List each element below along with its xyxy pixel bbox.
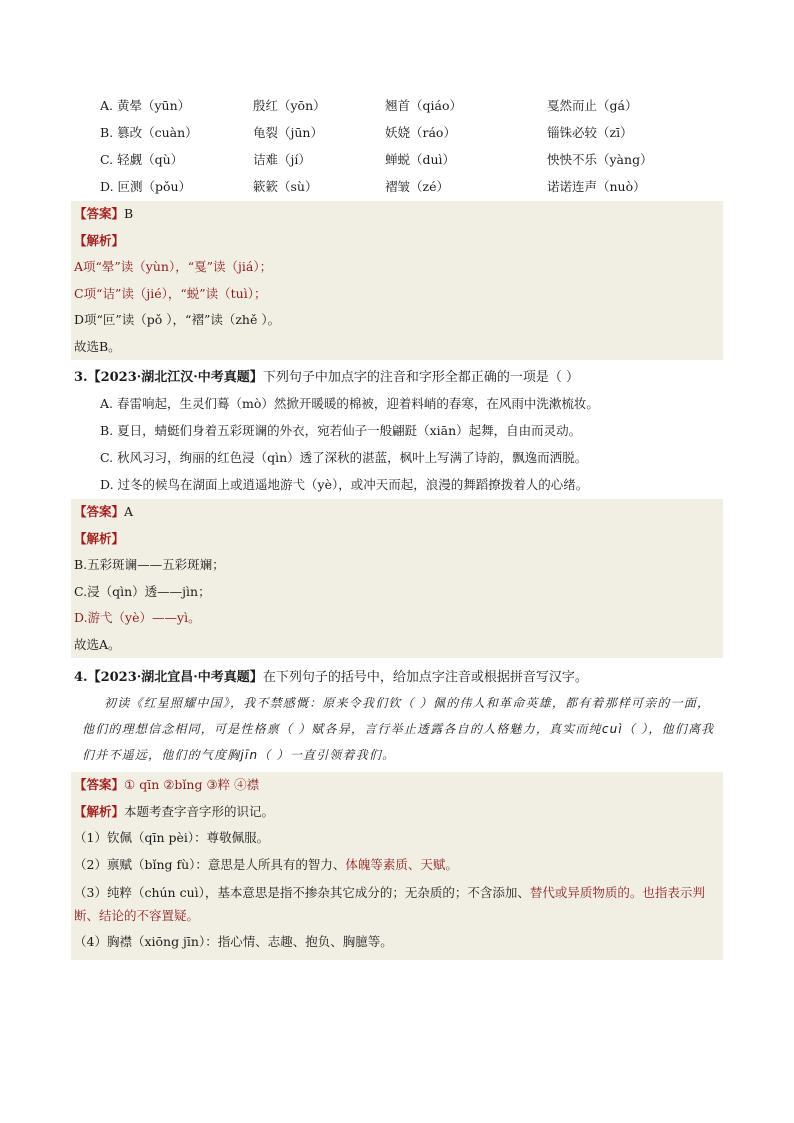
analysis-label-line bbox=[71, 526, 723, 553]
item-head: （1）钦佩（qīn pèi）： bbox=[74, 830, 207, 845]
answer-label: 【答案】 bbox=[74, 777, 125, 792]
analysis-line: 故选A。 bbox=[74, 636, 121, 652]
option-cell: 诺诺连声（nuò） bbox=[547, 179, 646, 194]
analysis-item bbox=[71, 825, 723, 852]
analysis-item bbox=[71, 852, 723, 879]
item-red: 替代或异质物质的。也指表示判断、结论的不容置疑。 bbox=[74, 885, 705, 923]
q3-answer-block bbox=[71, 499, 723, 658]
analysis-item bbox=[71, 929, 723, 960]
q3-source: 【2023·湖北江汉·中考真题】 bbox=[87, 370, 263, 385]
option-cell: 妖娆（ráo） bbox=[385, 125, 456, 140]
option-cell: 锱铢必较（zī） bbox=[547, 125, 633, 140]
item-body: 基本意思是指不掺杂其它成分的；无杂质的；不含添加、 bbox=[217, 885, 530, 900]
analysis-label: 【解析】 bbox=[74, 232, 125, 248]
analysis-line: D项“叵”读（pǒ ），“褶”读（zhě ）。 bbox=[74, 312, 281, 327]
option-cell: 怏怏不乐（yàng） bbox=[547, 152, 653, 167]
analysis-label-line bbox=[71, 228, 723, 255]
answer-line bbox=[71, 772, 723, 799]
analysis-line: A项“晕”读（yùn），“戛”读（jiá）； bbox=[74, 259, 273, 274]
item-body: 意思是人所具有的智力、 bbox=[207, 856, 346, 872]
q4-stem: 在下列句子的括号中，给加点字注音或根据拼音写汉字。 bbox=[262, 670, 588, 685]
item-body: 尊敬佩服。 bbox=[206, 830, 270, 845]
q4-source: 【2023·湖北宜昌·中考真题】 bbox=[87, 670, 263, 685]
answer-line bbox=[71, 201, 723, 228]
item-head: （4）胸襟（xiōng jīn）： bbox=[74, 934, 218, 949]
q3-number: 3. bbox=[74, 370, 88, 385]
q4-answer-block bbox=[71, 772, 723, 960]
analysis-label: 【解析】 bbox=[74, 803, 125, 819]
q3-stem: 下列句子中加点字的注音和字形全都正确的一项是（ ） bbox=[262, 370, 579, 385]
answer-label: 【答案】 bbox=[74, 504, 125, 519]
item-body: 指心情、志趣、抱负、胸臆等。 bbox=[217, 934, 393, 949]
analysis-intro-line bbox=[71, 799, 723, 826]
answer-value: B bbox=[124, 206, 134, 221]
analysis-line: 故选B。 bbox=[74, 338, 121, 354]
q4-passage: 初读《红星照耀中国》，我不禁感慨：原来令我们钦（ ）佩的伟人和革命英雄，都有着那样可亲的一面，他们的理想信念相同，可是性格禀（ ）赋各异，言行举止透露各自的人格魅力，真实而纯cuì（ ），他们离我们并不遥远，他们的气度胸jīn（ ）一直引领着我们。 bbox=[82, 696, 715, 762]
option-cell: 殷红（yōn） bbox=[253, 98, 326, 113]
q2-answer-block bbox=[71, 201, 723, 360]
item-head: （2）禀赋（bǐng fù）： bbox=[74, 856, 208, 872]
analysis-line: C.浸（qìn）透——jìn； bbox=[74, 583, 211, 599]
option-cell: 诘难（jí） bbox=[253, 152, 311, 167]
option-cell: 戛然而止（gá） bbox=[547, 98, 638, 113]
option-cell: D. 叵测（pǒu） bbox=[100, 179, 192, 194]
analysis-line: B.五彩斑谰——五彩斑斓； bbox=[74, 557, 225, 572]
option-cell: A. 黄晕（yūn） bbox=[100, 98, 191, 113]
q2-options bbox=[100, 93, 700, 201]
answer-line bbox=[71, 499, 723, 526]
analysis-line: C项“诘”读（jié），“蜕”读（tuì）； bbox=[74, 285, 267, 301]
answer-value: A bbox=[124, 504, 134, 519]
q4-number: 4. bbox=[74, 670, 88, 685]
analysis-line: D.游弋（yè）——yì。 bbox=[74, 610, 201, 625]
option-cell: B. 篡改（cuàn） bbox=[100, 125, 198, 140]
option-cell: 簌簌（sù） bbox=[253, 179, 318, 194]
answer-label: 【答案】 bbox=[74, 206, 125, 221]
analysis-intro: 本题考查字音字形的识记。 bbox=[124, 803, 275, 819]
q2-option-row-b bbox=[100, 120, 700, 147]
option-cell: 褶皱（zé） bbox=[385, 179, 449, 194]
analysis-label: 【解析】 bbox=[74, 530, 125, 546]
q2-option-row-a bbox=[100, 93, 700, 120]
option-cell: 龟裂（jūn） bbox=[253, 125, 323, 140]
q3-option-c: C. 秋风习习，绚丽的红色浸（qìn）透了深秋的湛蓝，枫叶上写满了诗韵，飘逸而洒脱。 bbox=[100, 450, 588, 465]
q3-heading bbox=[74, 366, 579, 385]
answer-value: ① qīn ②bǐng ③粹 ④襟 bbox=[124, 777, 260, 792]
option-cell: 蝉蜕（duì） bbox=[385, 152, 456, 167]
q3-option-d: D. 过冬的候鸟在湖面上或逍遥地游弋（yè），或冲天而起，浪漫的舞蹈撩拨着人的心绪。 bbox=[100, 477, 589, 492]
q4-heading bbox=[74, 666, 588, 685]
item-head: （3）纯粹（chún cuì）， bbox=[74, 885, 218, 900]
option-cell: C. 轻觑（qù） bbox=[100, 152, 184, 167]
q3-option-b: B. 夏日，蜻蜓们身着五彩斑谰的外衣，宛若仙子一般翩跹（xiān）起舞，自由而灵动。 bbox=[100, 423, 582, 438]
q2-option-row-c bbox=[100, 147, 700, 174]
analysis-item bbox=[71, 878, 723, 929]
q3-option-a: A. 春雷响起，生灵们蓦（mò）然掀开暖暖的棉被，迎着料峭的春寒，在风雨中洗漱梳妆。 bbox=[100, 396, 599, 411]
option-cell: 翘首（qiáo） bbox=[385, 98, 462, 113]
item-red: 体魄等素质、天赋。 bbox=[345, 856, 458, 872]
q2-option-row-d bbox=[100, 174, 700, 201]
